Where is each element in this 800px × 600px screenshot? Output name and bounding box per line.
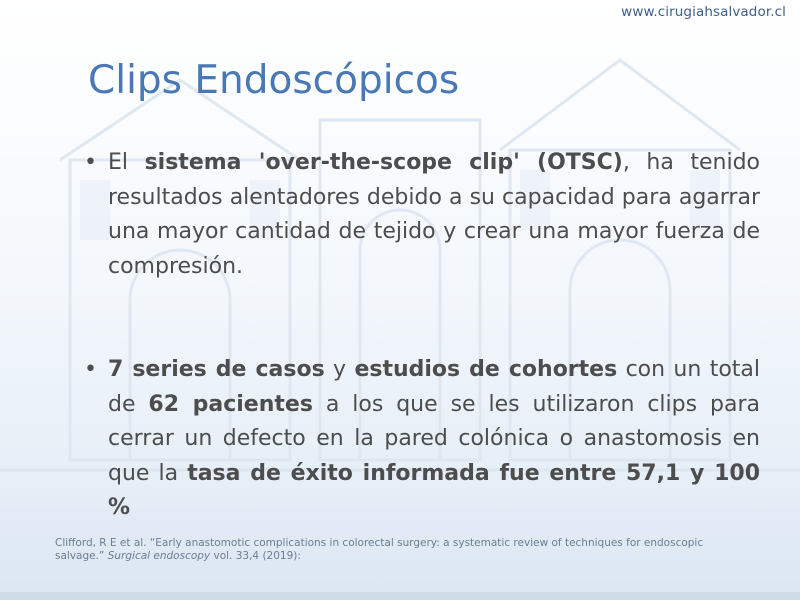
bullet1-bold-1: sistema 'over-the-scope clip' (OTSC) <box>144 150 623 175</box>
bullet-dot: • <box>84 357 97 382</box>
bullet2-bold-3: 62 pacientes <box>148 391 313 417</box>
bullet1-text-1: El <box>108 150 145 175</box>
bullet-item-otsc <box>84 146 761 284</box>
bullet-list <box>84 146 761 526</box>
bullet-dot: • <box>84 150 97 175</box>
reference-text-1: Clifford, R E et al. “Early anastomotic complications in colorectal surgery: a systematic review of techniques for endoscopic salvage.” <box>55 537 704 562</box>
bullet-item-series <box>84 353 760 526</box>
bullet2-text-3: a los que se les utilizaron clips para cerrar un defecto en la pared colónica o anastomosis en que la <box>108 391 760 486</box>
citation-reference <box>55 537 755 563</box>
bullet2-bold-2: estudios de cohortes <box>354 357 618 382</box>
reference-journal: Surgical endoscopy <box>107 550 211 562</box>
bullet2-bold-1: 7 series de casos <box>108 357 325 382</box>
bullet2-text-1: y <box>324 357 355 382</box>
reference-text-2: vol. 33,4 (2019): <box>210 550 301 562</box>
bullet2-bold-4: tasa de éxito informada fue entre 57,1 y 100 % <box>108 460 760 520</box>
bullet1-text-2: , ha tenido resultados alentadores debido a su capacidad para agarrar una mayor cantidad de tejido y crear una mayor fuerza de compresión. <box>108 150 761 279</box>
slide-title: Clips Endoscópicos <box>88 58 460 103</box>
bottom-bar <box>0 592 800 600</box>
website-watermark: www.cirugiahsalvador.cl <box>621 4 786 20</box>
bullet2-text-2: con un total de <box>108 357 760 417</box>
